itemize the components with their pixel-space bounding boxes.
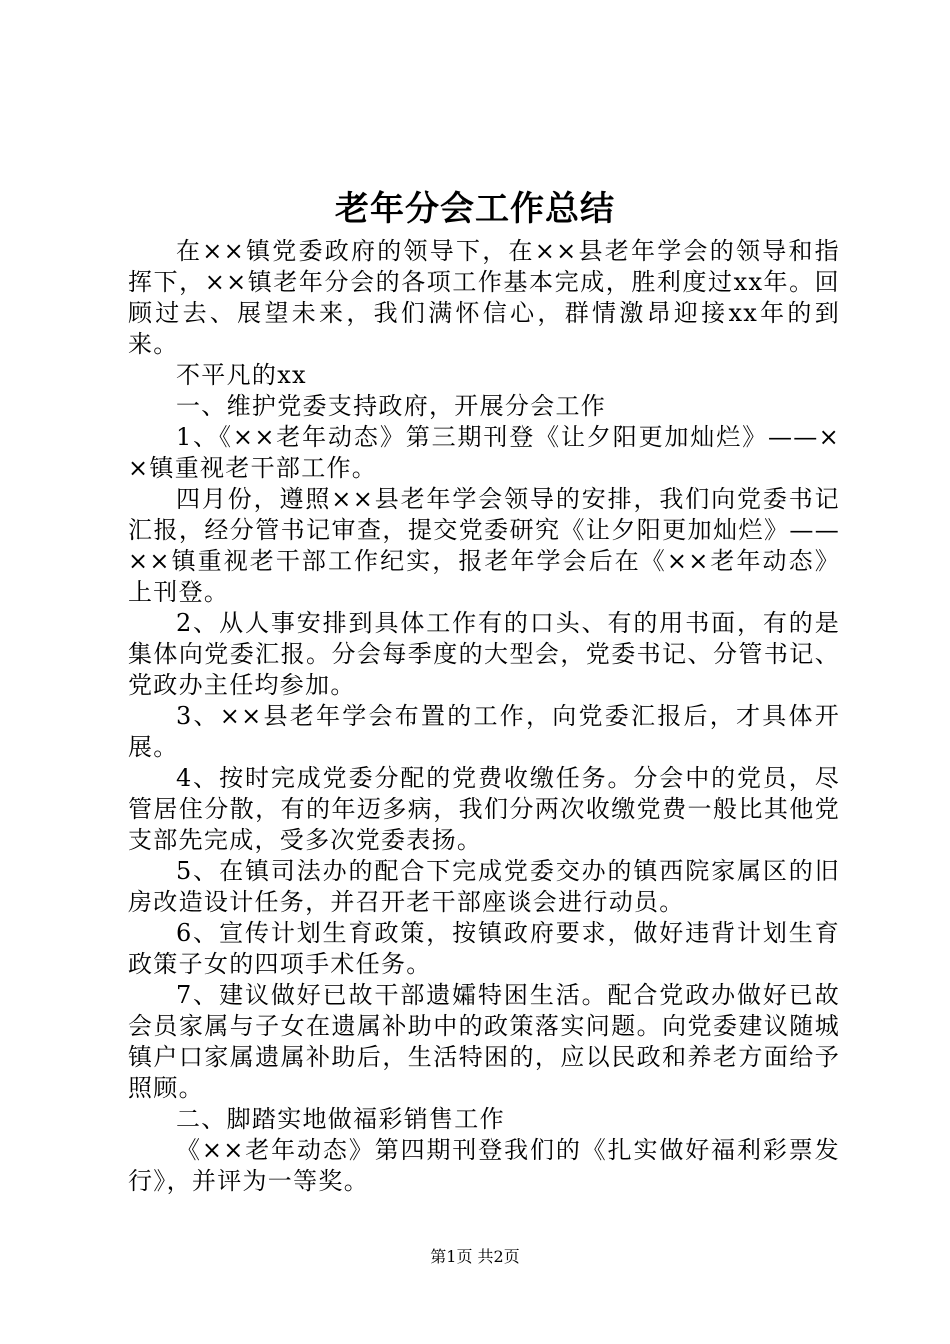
document-title: 老年分会工作总结 xyxy=(335,189,615,229)
page-footer: 第1页 共2页 xyxy=(430,1247,520,1266)
paragraph-item-7: 7、建议做好已故干部遗孀特困生活。配合党政办做好已故会员家属与子女在遗属补助中的政策落实问题。向党委建议随城镇户口家属遗属补助后，生活特困的，应以民政和养老方面给予照顾。 xyxy=(128,981,840,1102)
paragraph-subtitle: 不平凡的xx xyxy=(176,361,307,389)
paragraph-item-5: 5、在镇司法办的配合下完成党委交办的镇西院家属区的旧房改造设计任务，并召开老干部座谈会进行动员。 xyxy=(128,857,840,916)
paragraph-intro: 在××镇党委政府的领导下，在××县老年学会的领导和指挥下，××镇老年分会的各项工作基本完成，胜利度过xx年。回顾过去、展望未来，我们满怀信心，群情激昂迎接xx年的到来。 xyxy=(128,237,840,358)
paragraph-item-4: 4、按时完成党委分配的党费收缴任务。分会中的党员，尽管居住分散，有的年迈多病，我们分两次收缴党费一般比其他党支部先完成，受多次党委表扬。 xyxy=(128,764,840,854)
paragraph-item-6: 6、宣传计划生育政策，按镇政府要求，做好违背计划生育政策子女的四项手术任务。 xyxy=(128,919,840,978)
paragraph-item-1: 1、《××老年动态》第三期刊登《让夕阳更加灿烂》——××镇重视老干部工作。 xyxy=(128,423,840,482)
paragraph-lottery: 《××老年动态》第四期刊登我们的《扎实做好福利彩票发行》，并评为一等奖。 xyxy=(128,1136,840,1195)
paragraph-item-2: 2、从人事安排到具体工作有的口头、有的用书面，有的是集体向党委汇报。分会每季度的大型会，党委书记、分管书记、党政办主任均参加。 xyxy=(128,609,840,699)
section-heading-1: 一、维护党委支持政府，开展分会工作 xyxy=(176,392,607,420)
paragraph-item-3: 3、××县老年学会布置的工作，向党委汇报后，才具体开展。 xyxy=(128,702,840,761)
document-body xyxy=(128,236,840,1197)
paragraph-april: 四月份，遵照××县老年学会领导的安排，我们向党委书记汇报，经分管书记审查，提交党委研究《让夕阳更加灿烂》——××镇重视老干部工作纪实，报老年学会后在《××老年动态》上刊登。 xyxy=(128,485,840,606)
section-heading-2: 二、脚踏实地做福彩销售工作 xyxy=(176,1105,505,1133)
